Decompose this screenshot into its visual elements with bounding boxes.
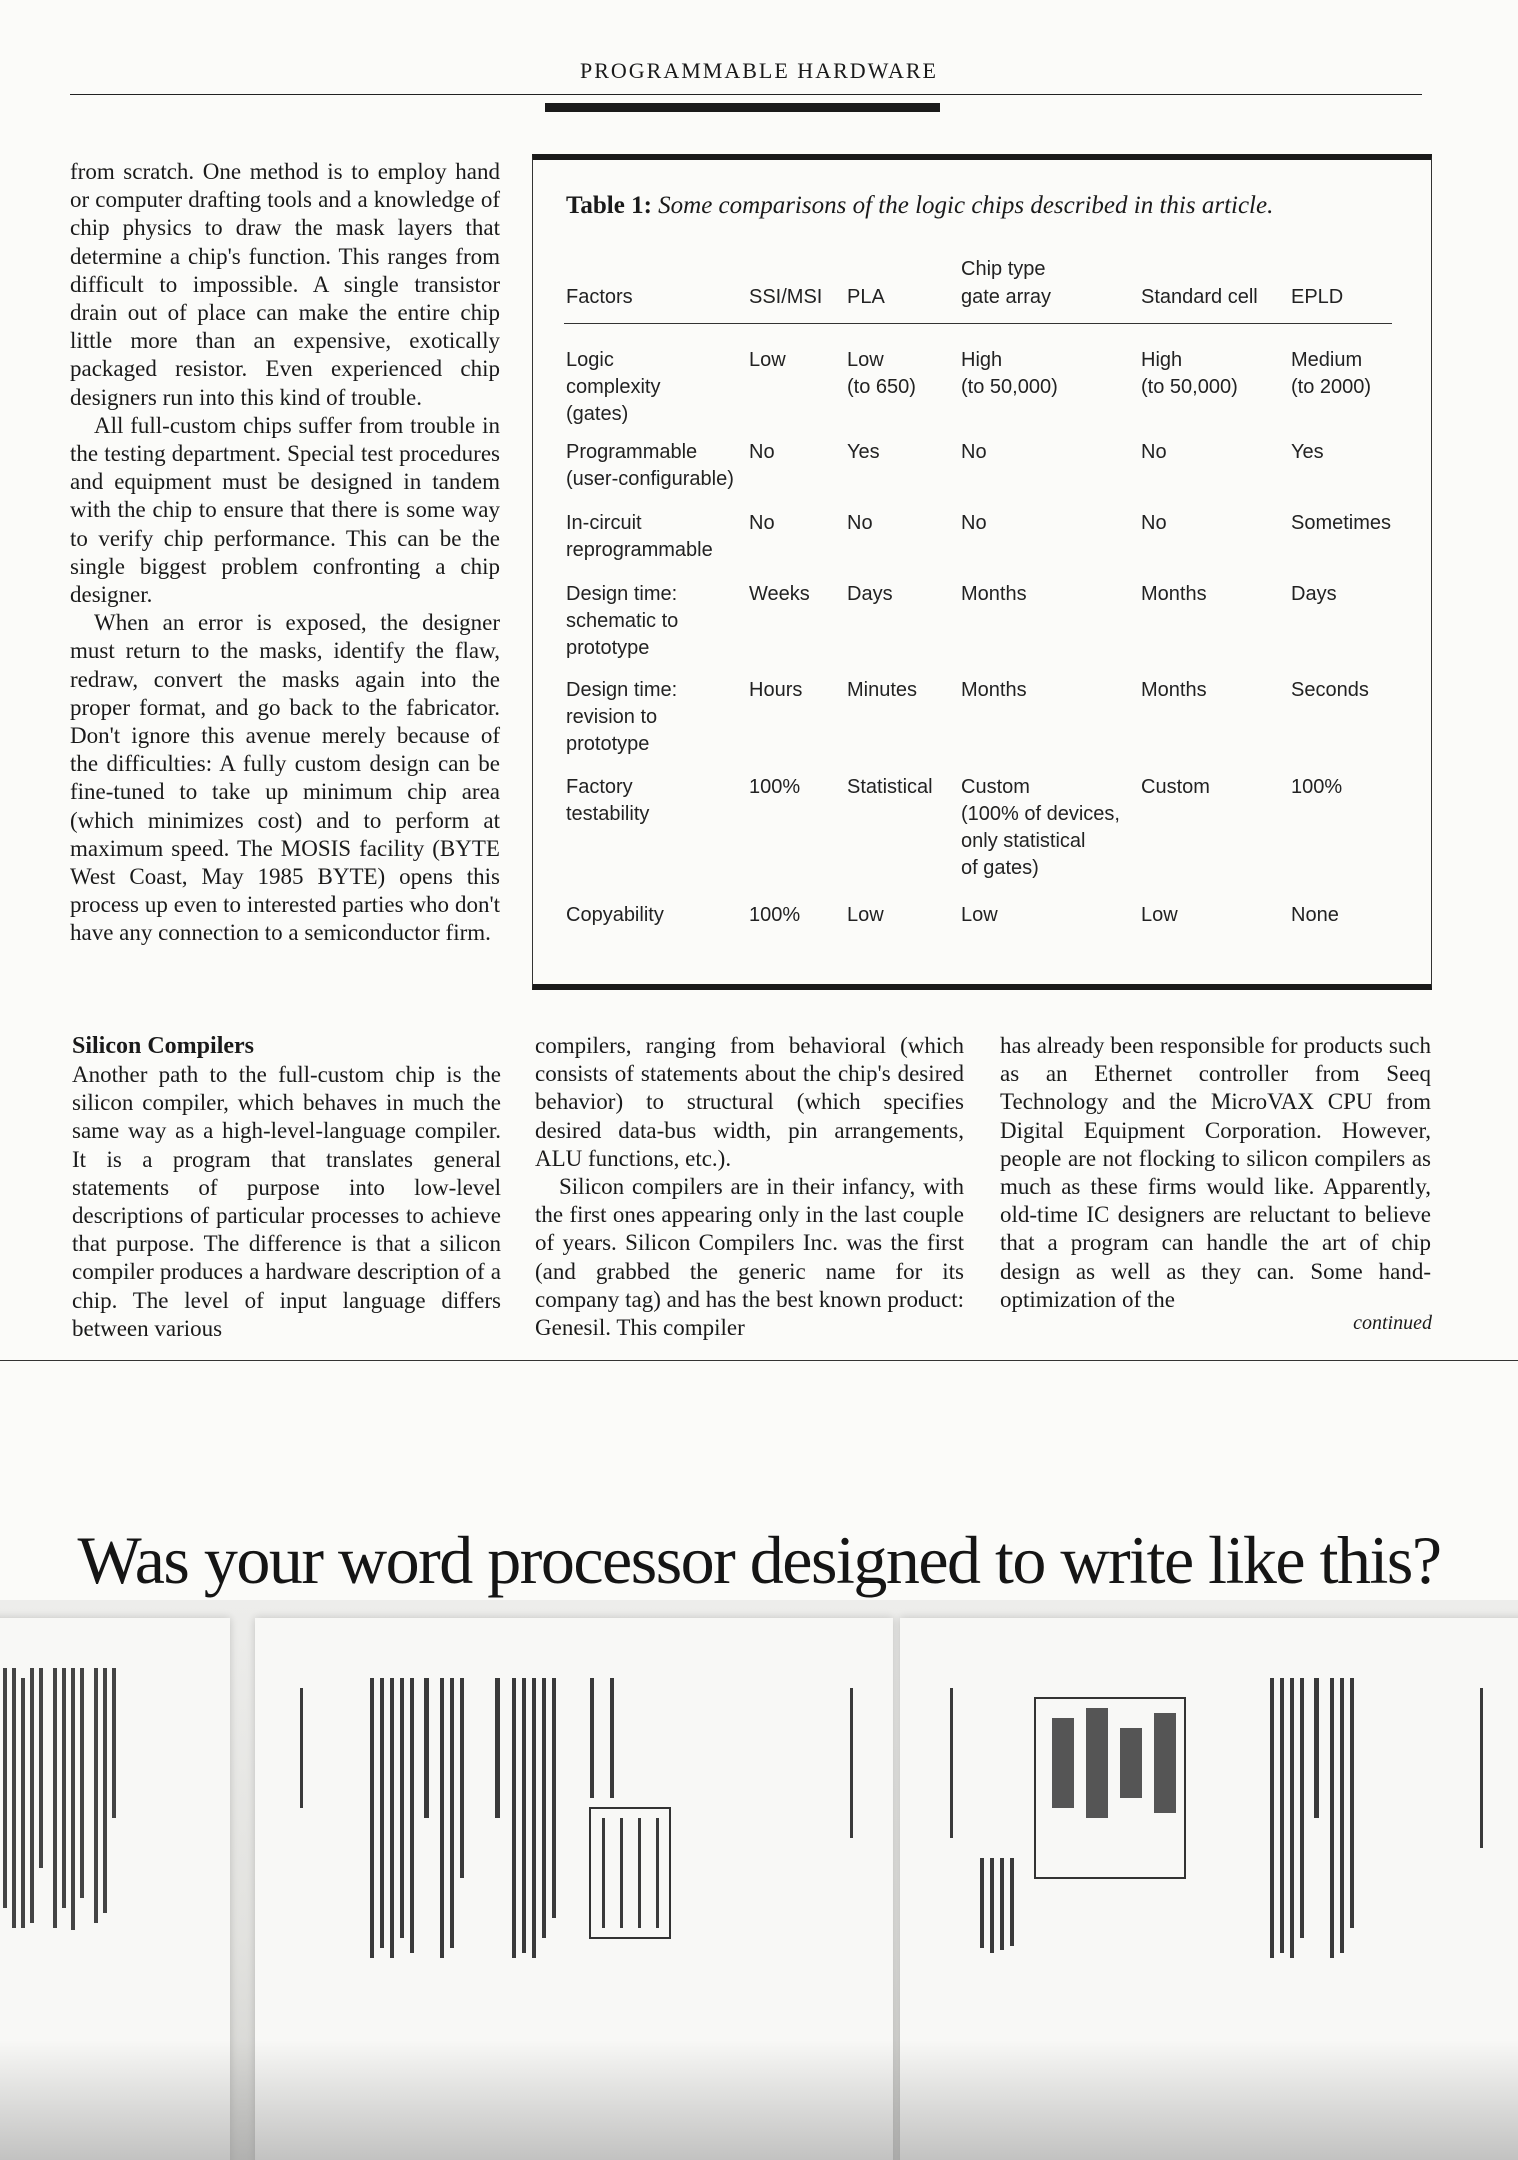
- table-factor-cell: reprogrammable: [566, 539, 713, 561]
- page-divider: [0, 1360, 1518, 1361]
- table-cell: Weeks: [749, 583, 810, 605]
- table-cell: Months: [961, 679, 1027, 701]
- table-cell: No: [1141, 441, 1167, 463]
- table-spanner: Chip type: [961, 258, 1046, 280]
- table-factor-cell: prototype: [566, 733, 650, 755]
- table-factor-cell: Design time:: [566, 583, 678, 605]
- table-cell: High: [961, 349, 1003, 371]
- table-cell: No: [847, 512, 873, 534]
- table-cell: Sometimes: [1291, 512, 1392, 534]
- table-factor-cell: (user-configurable): [566, 468, 734, 490]
- table-cell: 100%: [749, 776, 801, 798]
- sample-page-text: [940, 1658, 1500, 1958]
- table-caption-number: Table 1:: [566, 192, 652, 219]
- table-cell: Months: [1141, 583, 1207, 605]
- paragraph: has already been responsible for products such as an Ethernet controller from Seeq Technology and the MicroVAX CPU from Digital Equipment Corporation. However, people are not flocking to silicon compilers as much as these firms would like. Apparently, old-time IC designers are reluctant to believe that a program can handle the art of chip design as well as they can. Some hand-optimization of the: [1000, 1033, 1431, 1312]
- table-cell: Statistical: [847, 776, 933, 798]
- table-cell: Low: [847, 349, 884, 371]
- table-cell: of gates): [961, 857, 1039, 879]
- table-header: Standard cell: [1141, 286, 1258, 308]
- table-cell: 100%: [749, 904, 801, 926]
- table-factor-cell: Logic: [566, 349, 614, 371]
- table-factor-cell: prototype: [566, 637, 650, 659]
- table-factor-cell: schematic to: [566, 610, 679, 632]
- table-header-rule: [564, 323, 1392, 324]
- table-cell: Hours: [749, 679, 803, 701]
- running-header: PROGRAMMABLE HARDWARE: [580, 58, 938, 83]
- table-cell: (to 50,000): [961, 376, 1058, 398]
- table-cell: No: [749, 441, 775, 463]
- table-caption-text: Some comparisons of the logic chips described in this article.: [658, 192, 1274, 219]
- table-header: gate array: [961, 286, 1052, 308]
- table-cell: Low: [961, 904, 998, 926]
- paragraph: Another path to the full-custom chip is the silicon compiler, which behaves in much the same way as a high-level-language compiler. It is a program that translates general statements of purpose into low-level descriptions of particular processes to achieve that purpose. The difference is that a silicon compiler produces a hardware description of a chip. The level of input language differs between various: [72, 1062, 501, 1341]
- table-cell: (to 2000): [1291, 376, 1372, 398]
- table-cell: 100%: [1291, 776, 1343, 798]
- section-column-3: [1000, 1032, 1431, 1314]
- table-cell: (to 50,000): [1141, 376, 1238, 398]
- table-cell: No: [961, 441, 987, 463]
- table-cell: High: [1141, 349, 1183, 371]
- table-cell: None: [1291, 904, 1339, 926]
- table-cell: Custom: [1141, 776, 1210, 798]
- table-caption: [566, 192, 1273, 220]
- paragraph: from scratch. One method is to employ hand or computer drafting tools and a knowledge of chip physics to draw the mask layers that determine a chip's function. This ranges from difficult to impossible. A single transistor drain out of place can make the entire chip little more than an expensive, exotically packaged resistor. Even experienced chip designers run into this kind of trouble.: [70, 159, 500, 410]
- table-factor-cell: Factory: [566, 776, 633, 798]
- sample-page-text: [0, 1658, 208, 1958]
- table-cell: Days: [847, 583, 893, 605]
- paragraph: Silicon compilers are in their infancy, with the first ones appearing only in the last couple of years. Silicon Compilers Inc. was the first (and grabbed the generic name for its company tag) and has the best known product: Genesil. This compiler: [535, 1174, 964, 1341]
- table-factor-cell: In-circuit: [566, 512, 642, 534]
- table-header: PLA: [847, 286, 885, 308]
- table-factor-cell: Design time:: [566, 679, 678, 701]
- table-factor-cell: revision to: [566, 706, 658, 728]
- table-cell: Medium: [1291, 349, 1363, 371]
- table-cell: Custom: [961, 776, 1030, 798]
- paragraph: When an error is exposed, the designer must return to the masks, identify the flaw, redraw, convert the masks again into the proper format, and go back to the fabricator. Don't ignore this avenue merely because of the difficulties: A fully custom design can be fine-tuned to take up minimum chip area (which minimizes cost) and to perform at maximum speed. The MOSIS facility (BYTE West Coast, May 1985 BYTE) opens this process up even to interested parties who don't have any connection to a semiconductor firm.: [70, 610, 500, 946]
- table-cell: Low: [847, 904, 884, 926]
- table-header: Factors: [566, 286, 633, 308]
- paragraph: compilers, ranging from behavioral (which consists of statements about the chip's desired behavior) to structural (which specifies desired data-bus width, pin arrangements, ALU functions, etc.).: [535, 1033, 964, 1171]
- table-factor-cell: complexity: [566, 376, 661, 398]
- section-column-1: [72, 1032, 501, 1343]
- table-cell: Months: [961, 583, 1027, 605]
- section-heading: Silicon Compilers: [72, 1033, 255, 1059]
- continued-label: continued: [1353, 1312, 1432, 1334]
- ad-headline: Was your word processor designed to write like this?: [77, 1522, 1441, 1598]
- table-cell: Yes: [1291, 441, 1324, 463]
- left-column: [70, 158, 500, 948]
- table-cell: Months: [1141, 679, 1207, 701]
- table-factor-cell: Copyability: [566, 904, 664, 926]
- table-header: SSI/MSI: [749, 286, 823, 308]
- table-cell: No: [961, 512, 987, 534]
- table-factor-cell: (gates): [566, 403, 629, 425]
- table-cell: Yes: [847, 441, 880, 463]
- table-header: EPLD: [1291, 286, 1344, 308]
- ad-photo: [0, 1600, 1518, 2160]
- header-rule: [70, 94, 1422, 95]
- paragraph: All full-custom chips suffer from trouble in the testing department. Special test procedures and equipment must be designed in tandem with the chip to ensure that there is some way to verify chip performance. This can be the single biggest problem confronting a chip designer.: [70, 412, 500, 608]
- table-cell: (to 650): [847, 376, 916, 398]
- table-cell: No: [1141, 512, 1167, 534]
- table-cell: only statistical: [961, 830, 1086, 852]
- section-column-2: [535, 1032, 964, 1342]
- photo-shadow: [0, 2040, 1518, 2160]
- table-cell: (100% of devices,: [961, 803, 1120, 825]
- sample-page-text: [290, 1658, 870, 1958]
- table-cell: Days: [1291, 583, 1337, 605]
- table-cell: Minutes: [847, 679, 918, 701]
- table-cell: Low: [1141, 904, 1178, 926]
- table-cell: Seconds: [1291, 679, 1369, 701]
- header-bar: [545, 103, 940, 112]
- table-factor-cell: Programmable: [566, 441, 698, 463]
- table-factor-cell: testability: [566, 803, 650, 825]
- table-cell: No: [749, 512, 775, 534]
- table-cell: Low: [749, 349, 786, 371]
